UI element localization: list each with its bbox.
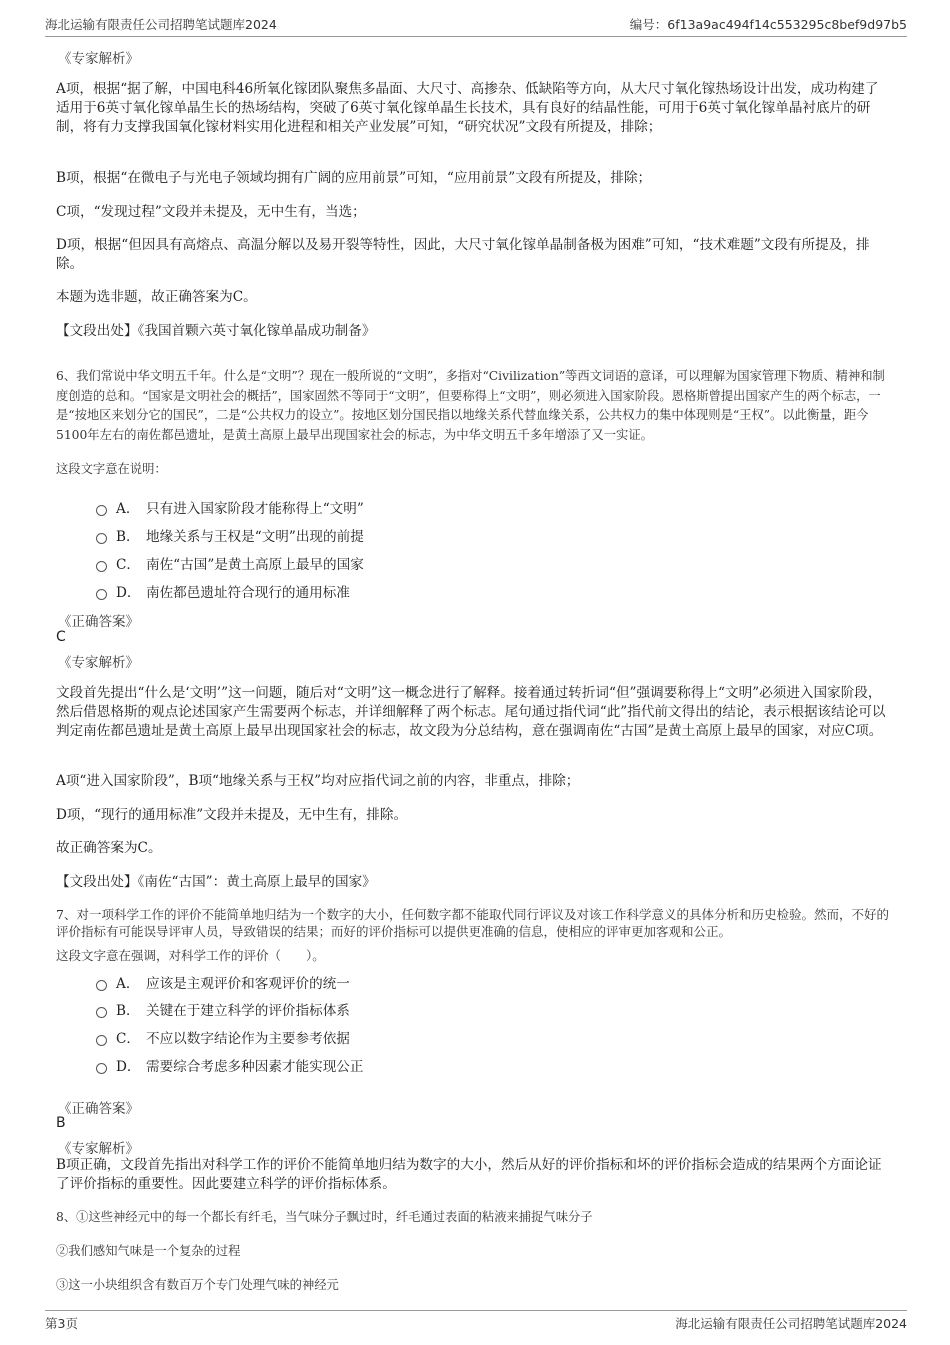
q6-answer-label: 《正确答案》 — [58, 614, 139, 630]
footer-title: 海北运输有限责任公司招聘笔试题库2024 — [675, 1316, 907, 1331]
radio-button-icon[interactable] — [96, 1035, 107, 1046]
footer-rule — [45, 1310, 907, 1311]
q8-sentence-2: ②我们感知气味是一个复杂的过程 — [56, 1244, 241, 1258]
header-right: 编号：6f13a9ac494f14c553295c8bef9d97b5 — [629, 17, 907, 32]
radio-button-icon[interactable] — [96, 1063, 107, 1074]
q5-analysis-d: D项，根据“但因具有高熔点、高温分解以及易开裂等特性，因此，大尺寸氧化镓单晶制备极为困难”可知，“技术难题”文段有所提及，排除。 — [56, 237, 870, 272]
option-letter: D． — [116, 1059, 141, 1075]
q6-stem: 6、我们常说中华文明五千年。什么是“文明”？现在一般所说的“文明”，多指对“Civilization”等西文词语的意译，可以理解为国家管理下物质、精神和制度创造的总和。“国家是文明社会的概括”，国家固然不等同于“文明”，但要称得上“文明”，则必须进入国家阶段。恩格斯曾提出国家产生的两个标志，一是“按地区来划分它的国民”，二是“公共权力的设立”。按地区划分国民指以地缘关系代替血缘关系，公共权力的集中体现则是“王权”。以此衡量，距今5100年左右的南佐都邑遗址，是黄土高原上最早出现国家社会的标志，为中华文明五千多年增添了又一实证。 — [56, 369, 885, 442]
q6-source: 【文段出处】《南佐“古国”：黄土高原上最早的国家》 — [56, 874, 376, 890]
q6-analysis-d: D项，“现行的通用标准”文段并未提及，无中生有，排除。 — [56, 807, 408, 823]
option-text: 南佐都邑遗址符合现行的通用标准 — [146, 585, 350, 601]
option-letter: D． — [116, 585, 141, 601]
q6-analysis-ab: A项“进入国家阶段”，B项“地缘关系与王权”均对应指代词之前的内容，非重点，排除； — [56, 773, 580, 789]
q5-conclusion: 本题为选非题，故正确答案为C。 — [56, 289, 257, 305]
radio-button-icon[interactable] — [96, 533, 107, 544]
q7-prompt: 这段文字意在强调，对科学工作的评价（ ）。 — [56, 948, 325, 963]
radio-button-icon[interactable] — [96, 1007, 107, 1018]
radio-button-icon[interactable] — [96, 980, 107, 991]
q6-prompt: 这段文字意在说明： — [56, 462, 167, 476]
q5-analysis-b: B项，根据“在微电子与光电子领域均拥有广阔的应用前景”可知，“应用前景”文段有所提及，排除； — [56, 170, 652, 186]
option-letter: C． — [116, 1031, 140, 1047]
q7-analysis-label: 《专家解析》 — [58, 1141, 139, 1157]
q7-analysis: B项正确，文段首先指出对科学工作的评价不能简单地归结为数字的大小，然后从好的评价指标和坏的评价指标会造成的结果两个方面论证了评价指标的重要性。因此要建立科学的评价指标体系。 — [56, 1157, 882, 1192]
option-letter: A． — [116, 501, 140, 517]
q6-option-a[interactable] — [96, 497, 364, 517]
option-text: 需要综合考虑多种因素才能实现公正 — [146, 1059, 364, 1075]
q7-answer: B — [56, 1115, 66, 1131]
option-text: 应该是主观评价和客观评价的统一 — [146, 976, 350, 992]
option-letter: A． — [116, 976, 140, 992]
q7-option-c[interactable] — [96, 1027, 350, 1047]
q7-answer-label: 《正确答案》 — [58, 1101, 139, 1117]
q7-option-a[interactable] — [96, 972, 350, 992]
option-letter: B． — [116, 529, 140, 545]
q6-option-d[interactable] — [96, 581, 350, 601]
footer-page-number: 第3页 — [45, 1316, 78, 1331]
option-text: 地缘关系与王权是“文明”出现的前提 — [146, 529, 364, 545]
q8-sentence-3: ③这一小块组织含有数百万个专门处理气味的神经元 — [56, 1278, 339, 1292]
q5-analysis-c: C项，“发现过程”文段并未提及，无中生有，当选； — [56, 204, 366, 220]
radio-button-icon[interactable] — [96, 589, 107, 600]
q5-analysis-label: 《专家解析》 — [58, 51, 139, 67]
q7-option-b[interactable] — [96, 999, 350, 1019]
q6-answer: C — [56, 629, 66, 645]
radio-button-icon[interactable] — [96, 505, 107, 516]
q6-analysis-label: 《专家解析》 — [58, 655, 139, 671]
option-text: 不应以数字结论作为主要参考依据 — [146, 1031, 350, 1047]
header-left: 海北运输有限责任公司招聘笔试题库2024 — [45, 17, 277, 32]
option-letter: C． — [116, 557, 140, 573]
option-text: 只有进入国家阶段才能称得上“文明” — [146, 501, 364, 517]
q7-option-d[interactable] — [96, 1055, 364, 1075]
q5-analysis-a: A项，根据“据了解，中国电科46所氧化镓团队聚焦多晶面、大尺寸、高掺杂、低缺陷等方向，从大尺寸氧化镓热场设计出发，成功构建了适用于6英寸氧化镓单晶生长的热场结构，突破了6英寸氧化镓单晶生长技术，具有良好的结晶性能，可用于6英寸氧化镓单晶衬底片的研制，将有力支撑我国氧化镓材料实用化进程和相关产业发展”可知，“研究状况”文段有所提及，排除； — [56, 81, 879, 135]
q6-option-b[interactable] — [96, 525, 364, 545]
q5-source: 【文段出处】《我国首颗六英寸氧化镓单晶成功制备》 — [56, 323, 376, 339]
q6-analysis: 文段首先提出“什么是‘文明’”这一问题，随后对“文明”这一概念进行了解释。接着通过转折词“但”强调要称得上“文明”必须进入国家阶段，然后借恩格斯的观点论述国家产生需要两个标志，并详细解释了两个标志。尾句通过指代词“此”指代前文得出的结论，表示根据该结论可以判定南佐都邑遗址是黄土高原上最早出现国家社会的标志，故文段为分总结构，意在强调南佐“古国”是黄土高原上最早的国家，对应C项。 — [56, 685, 886, 739]
q7-stem: 7、对一项科学工作的评价不能简单地归结为一个数字的大小，任何数字都不能取代同行评议及对该工作科学意义的具体分析和历史检验。然而，不好的评价指标有可能误导评审人员，导致错误的结果；而好的评价指标可以提供更准确的信息，使相应的评审更加客观和公正。 — [56, 907, 889, 939]
option-text: 关键在于建立科学的评价指标体系 — [146, 1003, 350, 1019]
option-text: 南佐“古国”是黄土高原上最早的国家 — [146, 557, 364, 573]
option-letter: B． — [116, 1003, 140, 1019]
q6-conclusion: 故正确答案为C。 — [56, 840, 162, 856]
q6-option-c[interactable] — [96, 553, 364, 573]
header-rule — [45, 36, 907, 37]
radio-button-icon[interactable] — [96, 561, 107, 572]
q8-sentence-1: 8、①这些神经元中的每一个都长有纤毛，当气味分子飘过时，纤毛通过表面的粘液来捕捉气味分子 — [56, 1210, 593, 1224]
